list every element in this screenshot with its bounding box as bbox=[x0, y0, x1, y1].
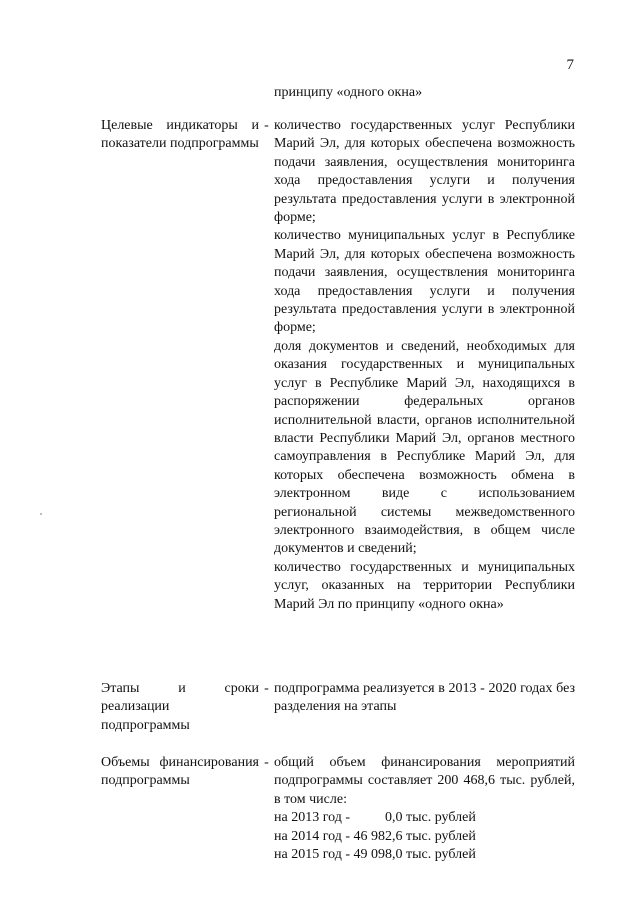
indicator-paragraph: количество муниципальных услуг в Республике Марий Эл, для которых обеспечена возможность подачи заявления, осуществления мониторинга хода предоставления услуги и получения результата предоставления услуги в электронной форме; bbox=[274, 228, 575, 336]
scan-mark bbox=[40, 513, 42, 515]
indicator-paragraph: доля документов и сведений, необходимых для оказания государственных и муниципальных услуг в Республике Марий Эл, находящихся в распоряжении федеральных органов исполнительной власти, органов исполнительной власти Республики Марий Эл, органов местного самоуправления в Республике Марий Эл, для которых обеспечена возможность обмена в электронном виде с использованием региональной системы межведомственного электронного взаимодействия, в общем числе документов и сведений; bbox=[274, 338, 575, 557]
funding-year-line: на 2013 год - 0,0 тыс. рублей bbox=[274, 810, 476, 826]
indicators-label: Целевые индикаторы и показатели подпрограммы bbox=[101, 118, 259, 152]
stages-dash: - bbox=[264, 681, 269, 696]
stages-value bbox=[274, 680, 575, 735]
stages-label: Этапы и сроки реализации подпрограммы bbox=[101, 681, 259, 733]
indicators-value bbox=[274, 117, 575, 614]
stages-row bbox=[101, 680, 575, 735]
funding-label: Объемы финансирования подпрограммы bbox=[101, 755, 259, 789]
continuation-text: принципу «одного окна» bbox=[274, 85, 423, 100]
indicator-paragraph: количество государственных услуг Республики Марий Эл, для которых обеспечена возможность подачи заявления, осуществления мониторинга хода предоставления услуги и получения результата предоставления услуги в электронной форме; bbox=[274, 118, 575, 226]
funding-year-line: на 2015 год - 49 098,0 тыс. рублей bbox=[274, 847, 476, 863]
indicators-row bbox=[101, 117, 575, 614]
funding-row bbox=[101, 754, 575, 864]
indicator-paragraph: количество государственных и муниципальных услуг, оказанных на территории Республики Марий Эл по принципу «одного окна» bbox=[274, 559, 575, 612]
funding-year-line: на 2014 год - 46 982,6 тыс. рублей bbox=[274, 828, 476, 844]
stages-text: подпрограмма реализуется в 2013 - 2020 годах без разделения на этапы bbox=[274, 681, 575, 715]
funding-dash: - bbox=[264, 755, 269, 770]
indicators-dash: - bbox=[264, 118, 269, 133]
page-number: 7 bbox=[566, 57, 574, 73]
funding-value bbox=[274, 754, 575, 864]
funding-intro: общий объем финансирования мероприятий подпрограммы составляет 200 468,6 тыс. рублей, в том числе: bbox=[274, 755, 575, 807]
